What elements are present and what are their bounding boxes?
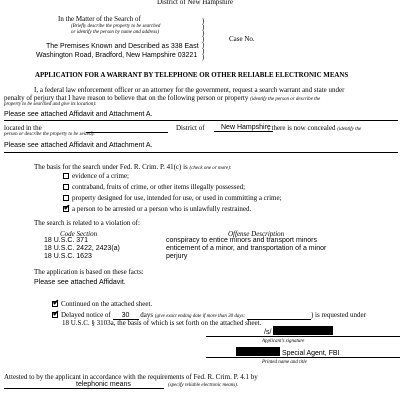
case-no-label: Case No. <box>229 35 255 43</box>
attest-line-1: Attested to by the applicant in accordance with the requirements of Fed. R. Crim. P. 4.1 by <box>4 373 258 381</box>
delayed-label: Delayed notice of <box>61 311 111 319</box>
signature-prefix: /s/ <box>264 329 272 336</box>
redacted-signature <box>273 326 333 335</box>
application-title: APPLICATION FOR A WARRANT BY TELEPHONE OR OTHER RELIABLE ELECTRONIC MEANS <box>35 72 349 79</box>
violation-code-1: 18 U.S.C. 371 <box>44 237 88 244</box>
intro-line-2 <box>4 94 320 102</box>
intro-answer-2: Please see attached Affidavit and Attachment A. <box>4 142 153 149</box>
violation-desc-3: perjury <box>166 253 188 260</box>
concealed-text: , there is now concealed <box>268 124 336 132</box>
printed-name-line <box>206 357 400 358</box>
basis-lead <box>34 163 231 171</box>
intro-line-1: I, a federal law enforcement officer or an attorney for the government, request a search warrant and state under <box>34 86 345 94</box>
rule-1 <box>4 120 398 121</box>
matter-hint-1: (Briefly describe the property to be searched <box>71 24 161 29</box>
facts-answer: Please see attached Affidavit. <box>34 279 126 286</box>
intro-line-2-text: penalty of perjury that I have reason to believe that on the following person or property <box>4 94 249 102</box>
basis-label-evidence: evidence of a crime; <box>72 172 129 180</box>
district-of-label: District of <box>176 124 205 132</box>
basis-item-contraband[interactable] <box>63 183 245 191</box>
continued-checkbox[interactable] <box>52 301 58 307</box>
located-in-label: located in the <box>4 124 42 132</box>
basis-lead-text: The basis for the search under Fed. R. Crim. P. 41(c) is <box>34 163 188 171</box>
intro-line-2-hint: (identify the person or describe the <box>250 97 321 102</box>
signature-line <box>206 336 400 337</box>
delayed-hint: (give exact ending date if more than 30 days: <box>154 314 246 319</box>
basis-item-property[interactable] <box>63 194 282 202</box>
signature-caption: Applicant’s signature <box>262 339 305 344</box>
premises-line-2: Washington Road, Bradford, New Hampshire 03221 <box>36 52 198 59</box>
basis-checkbox-evidence[interactable] <box>63 173 69 179</box>
basis-checkbox-property[interactable] <box>63 195 69 201</box>
code-section-header: Code Section <box>60 230 98 238</box>
caption-brace: ) ) ) ) ) ) ) <box>202 17 205 61</box>
continued-label: Continued on the attached sheet. <box>61 300 153 308</box>
printed-title: Special Agent, FBI <box>281 350 340 357</box>
violation-desc-2: enticement of a minor, and transportation of a minor <box>166 245 327 252</box>
basis-label-contraband: contraband, fruits of crime, or other items illegally possessed; <box>72 183 246 191</box>
basis-label-person: a person to be arrested or a person who is unlawfully restrained. <box>72 205 252 213</box>
applicant-signature <box>264 326 333 336</box>
violation-code-3: 18 U.S.C. 1623 <box>44 253 92 260</box>
delayed-line-2: 18 U.S.C. § 3103a, the basis of which is set forth on the attached sheet. <box>62 319 262 327</box>
concealed-hint: (identify the <box>337 127 362 132</box>
district-heading: District of New Hampshire <box>157 0 234 6</box>
attest-means: telephonic means <box>4 381 164 389</box>
printed-name-caption: Printed name and title <box>262 360 307 365</box>
intro-line-3-hint: property to be searched and give its location): <box>4 102 97 107</box>
delayed-checkbox[interactable] <box>52 312 58 318</box>
offense-description-header: Offense Description <box>228 230 285 238</box>
premises-line-1: The Premises Known and Described as 338 East <box>46 43 199 50</box>
attest-means-hint: (specify reliable electronic means). <box>168 383 239 388</box>
rule-2 <box>4 152 398 153</box>
basis-item-evidence[interactable] <box>63 172 129 180</box>
printed-name <box>236 347 340 357</box>
basis-item-person[interactable] <box>63 205 251 213</box>
redacted-name <box>236 347 280 356</box>
basis-checkbox-person[interactable] <box>63 206 69 212</box>
basis-lead-hint: (check one or more): <box>189 166 232 171</box>
violation-lead: The search is related to a violation of: <box>34 219 140 227</box>
matter-of-label: In the Matter of the Search of <box>58 15 141 23</box>
delayed-days-field[interactable]: 30 <box>113 312 139 320</box>
facts-lead: The application is based on these facts: <box>34 268 144 276</box>
intro-answer-1: Please see attached Affidavit and Attachment A. <box>4 111 153 118</box>
basis-checkbox-contraband[interactable] <box>63 184 69 190</box>
delayed-days-label: days <box>140 311 154 319</box>
violation-desc-1: conspiracy to entice minors and transport minors <box>166 237 317 244</box>
person-hint: person or describe the property to be seized): <box>4 132 96 137</box>
continued-item[interactable] <box>52 300 152 308</box>
basis-label-property: property designed for use, intended for use, or used in committing a crime; <box>72 194 282 202</box>
concealed-label <box>268 124 361 132</box>
delayed-requested: ) is requested under <box>310 311 366 319</box>
located-in-blank <box>86 132 168 133</box>
matter-hint-2: or identify the person by name and address) <box>71 30 159 35</box>
district-value: New Hampshire <box>214 124 273 132</box>
violation-code-2: 18 U.S.C. 2422, 2423(a) <box>44 245 120 252</box>
